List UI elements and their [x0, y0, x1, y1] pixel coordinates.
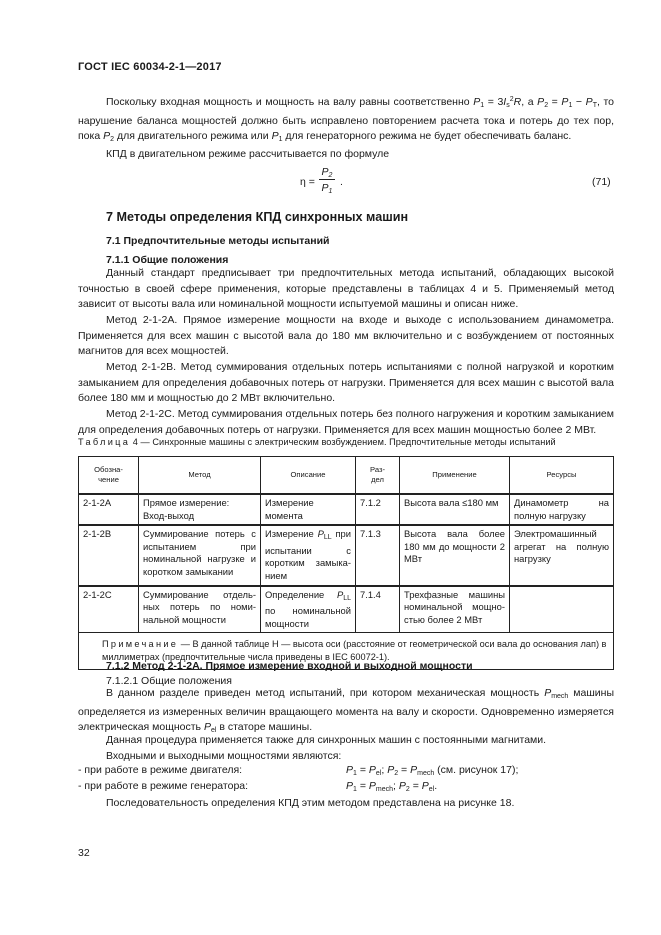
table-note: Примечание — В данной таблице H — высота оси (расстояние от геометрической оси вала до основания лап) в миллиметрах (предпочтительные числа приведены в IEC 60072-1). [79, 633, 614, 669]
section-7-1-2-1-title: 7.1.2.1 Общие положения [106, 675, 232, 687]
generator-mode-label: - при работе в режиме генератора: [78, 780, 249, 792]
header-designation: Обозна- чение [79, 457, 139, 495]
paragraph-method-2c: Метод 2-1-2C. Метод суммирования отдельных потерь без полного нагружения и коротким замыканием для определения добавочных потерь от нагрузки. Применяется для всех машин мощностью более 2 МВт. [78, 408, 614, 436]
paragraph-712-inputs: Входными и выходными мощностями являются: [106, 750, 342, 762]
paragraph-712-method: В данном разделе приведен метод испытаний, при котором механическая мощность $P_{mech}$ машины определяется из измеренных величин вращающего момента на валу и скорости. Одновременно измеряется электрическая мощность $P_{el}$ в статоре машины. [78, 687, 614, 735]
table-row: 2-1-2A Прямое измерение: Вход-выход Измерение момента 7.1.2 Высота вала ≤180 мм Динамометр на полную нагрузку [79, 494, 614, 525]
paragraph-712-sequence: Последовательность определения КПД этим методом представлена на рисунке 18. [106, 797, 515, 809]
paragraph-method-2b: Метод 2-1-2B. Метод суммирования отдельных потерь испытаниями с полной нагрузкой и коротким замыканием для определения добавочных потерь от нагрузки. Применяется для всех машин с высотой вала более 180 мм и мощностью до 2 МВт включительно. [78, 361, 614, 405]
formula-numerator: $P_2$ [319, 166, 335, 180]
efficiency-formula: η = $P_2$ $P_1$ . [300, 166, 343, 195]
section-7-1-1-title: 7.1.1 Общие положения [106, 254, 229, 266]
formula-denominator: $P_1$ [321, 182, 333, 195]
paragraph-method-2a: Метод 2-1-2A. Прямое измерение мощности на входе и выходе с использованием динамометра. Применяется для всех машин с высотой вала до 180 мм включительно и с возбуждением от постоянных магнитов для всех мощностей. [78, 314, 614, 358]
header-method: Метод [139, 457, 261, 495]
header-application: Применение [400, 457, 510, 495]
section-7-1-2-title: 7.1.2 Метод 2-1-2A. Прямое измерение входной и выходной мощности [106, 660, 473, 672]
paragraph-efficiency-formula-intro: КПД в двигательном режиме рассчитывается по формуле [106, 148, 390, 160]
motor-mode-label: - при работе в режиме двигателя: [78, 764, 243, 776]
page-number: 32 [78, 847, 90, 859]
formula-number: (71) [592, 176, 611, 188]
generator-mode-formula: $P_1 = P_{mech}$; $P_2 = P_{el}$. [346, 780, 438, 793]
header-section: Раз- дел [356, 457, 400, 495]
motor-mode-formula: $P_1 = P_{el}$; $P_2 = P_{mech}$ (см. рисунок 17); [346, 764, 519, 777]
standard-header: ГОСТ IEC 60034-2-1—2017 [78, 61, 222, 73]
formula-lhs: η = [300, 176, 315, 188]
section-7-title: 7 Методы определения КПД синхронных машин [106, 210, 409, 224]
table-header-row [79, 457, 614, 495]
paragraph-711-intro: Данный стандарт предписывает три предпочтительных метода испытаний, обладающих высокой точностью в своей сфере применения, которые представлены в таблицах 4 и 5. Применяемый метод зависит от высоты вала или номинальной мощности испытуемой машины и описан ниже. [78, 267, 614, 311]
paragraph-712-pm: Данная процедура применяется также для синхронных машин с постоянными магнитами. [106, 734, 547, 746]
table-4-caption: Таблица 4 — Синхронные машины с электрическим возбуждением. Предпочтительные методы испытаний [78, 437, 556, 447]
paragraph-power-balance: Поскольку входная мощность и мощность на валу равны соответственно $P_1 = 3I_s^2R$, а $P_2 = P_1 - P_T$, то нарушение баланса мощностей должно быть исправлено повторением расчета тока и потерь до тех пор, пока $P_2$ для двигательного режима или $P_1$ для генераторного режима не будет обеспечивать баланс. [78, 96, 615, 144]
header-resources: Ресурсы [510, 457, 614, 495]
header-description: Описание [261, 457, 356, 495]
table-row: 2-1-2B Суммирование потерь с испытанием при номинальной нагрузке и коротком замыкании Измерение $P_{LL}$ при испытании с коротким замыка-нием 7.1.3 Высота вала более 180 мм до мощности 2 МВт Электромашинный агрегат на полную нагрузку [79, 525, 614, 585]
table-row: 2-1-2C Суммирование отдель-ных потерь по номи-нальной мощности Определение $P_{LL}$ по номинальной мощности 7.1.4 Трехфазные машины номинальной мощно-стью более 2 МВт [79, 586, 614, 633]
table-4 [78, 456, 614, 670]
section-7-1-title: 7.1 Предпочтительные методы испытаний [106, 235, 330, 247]
